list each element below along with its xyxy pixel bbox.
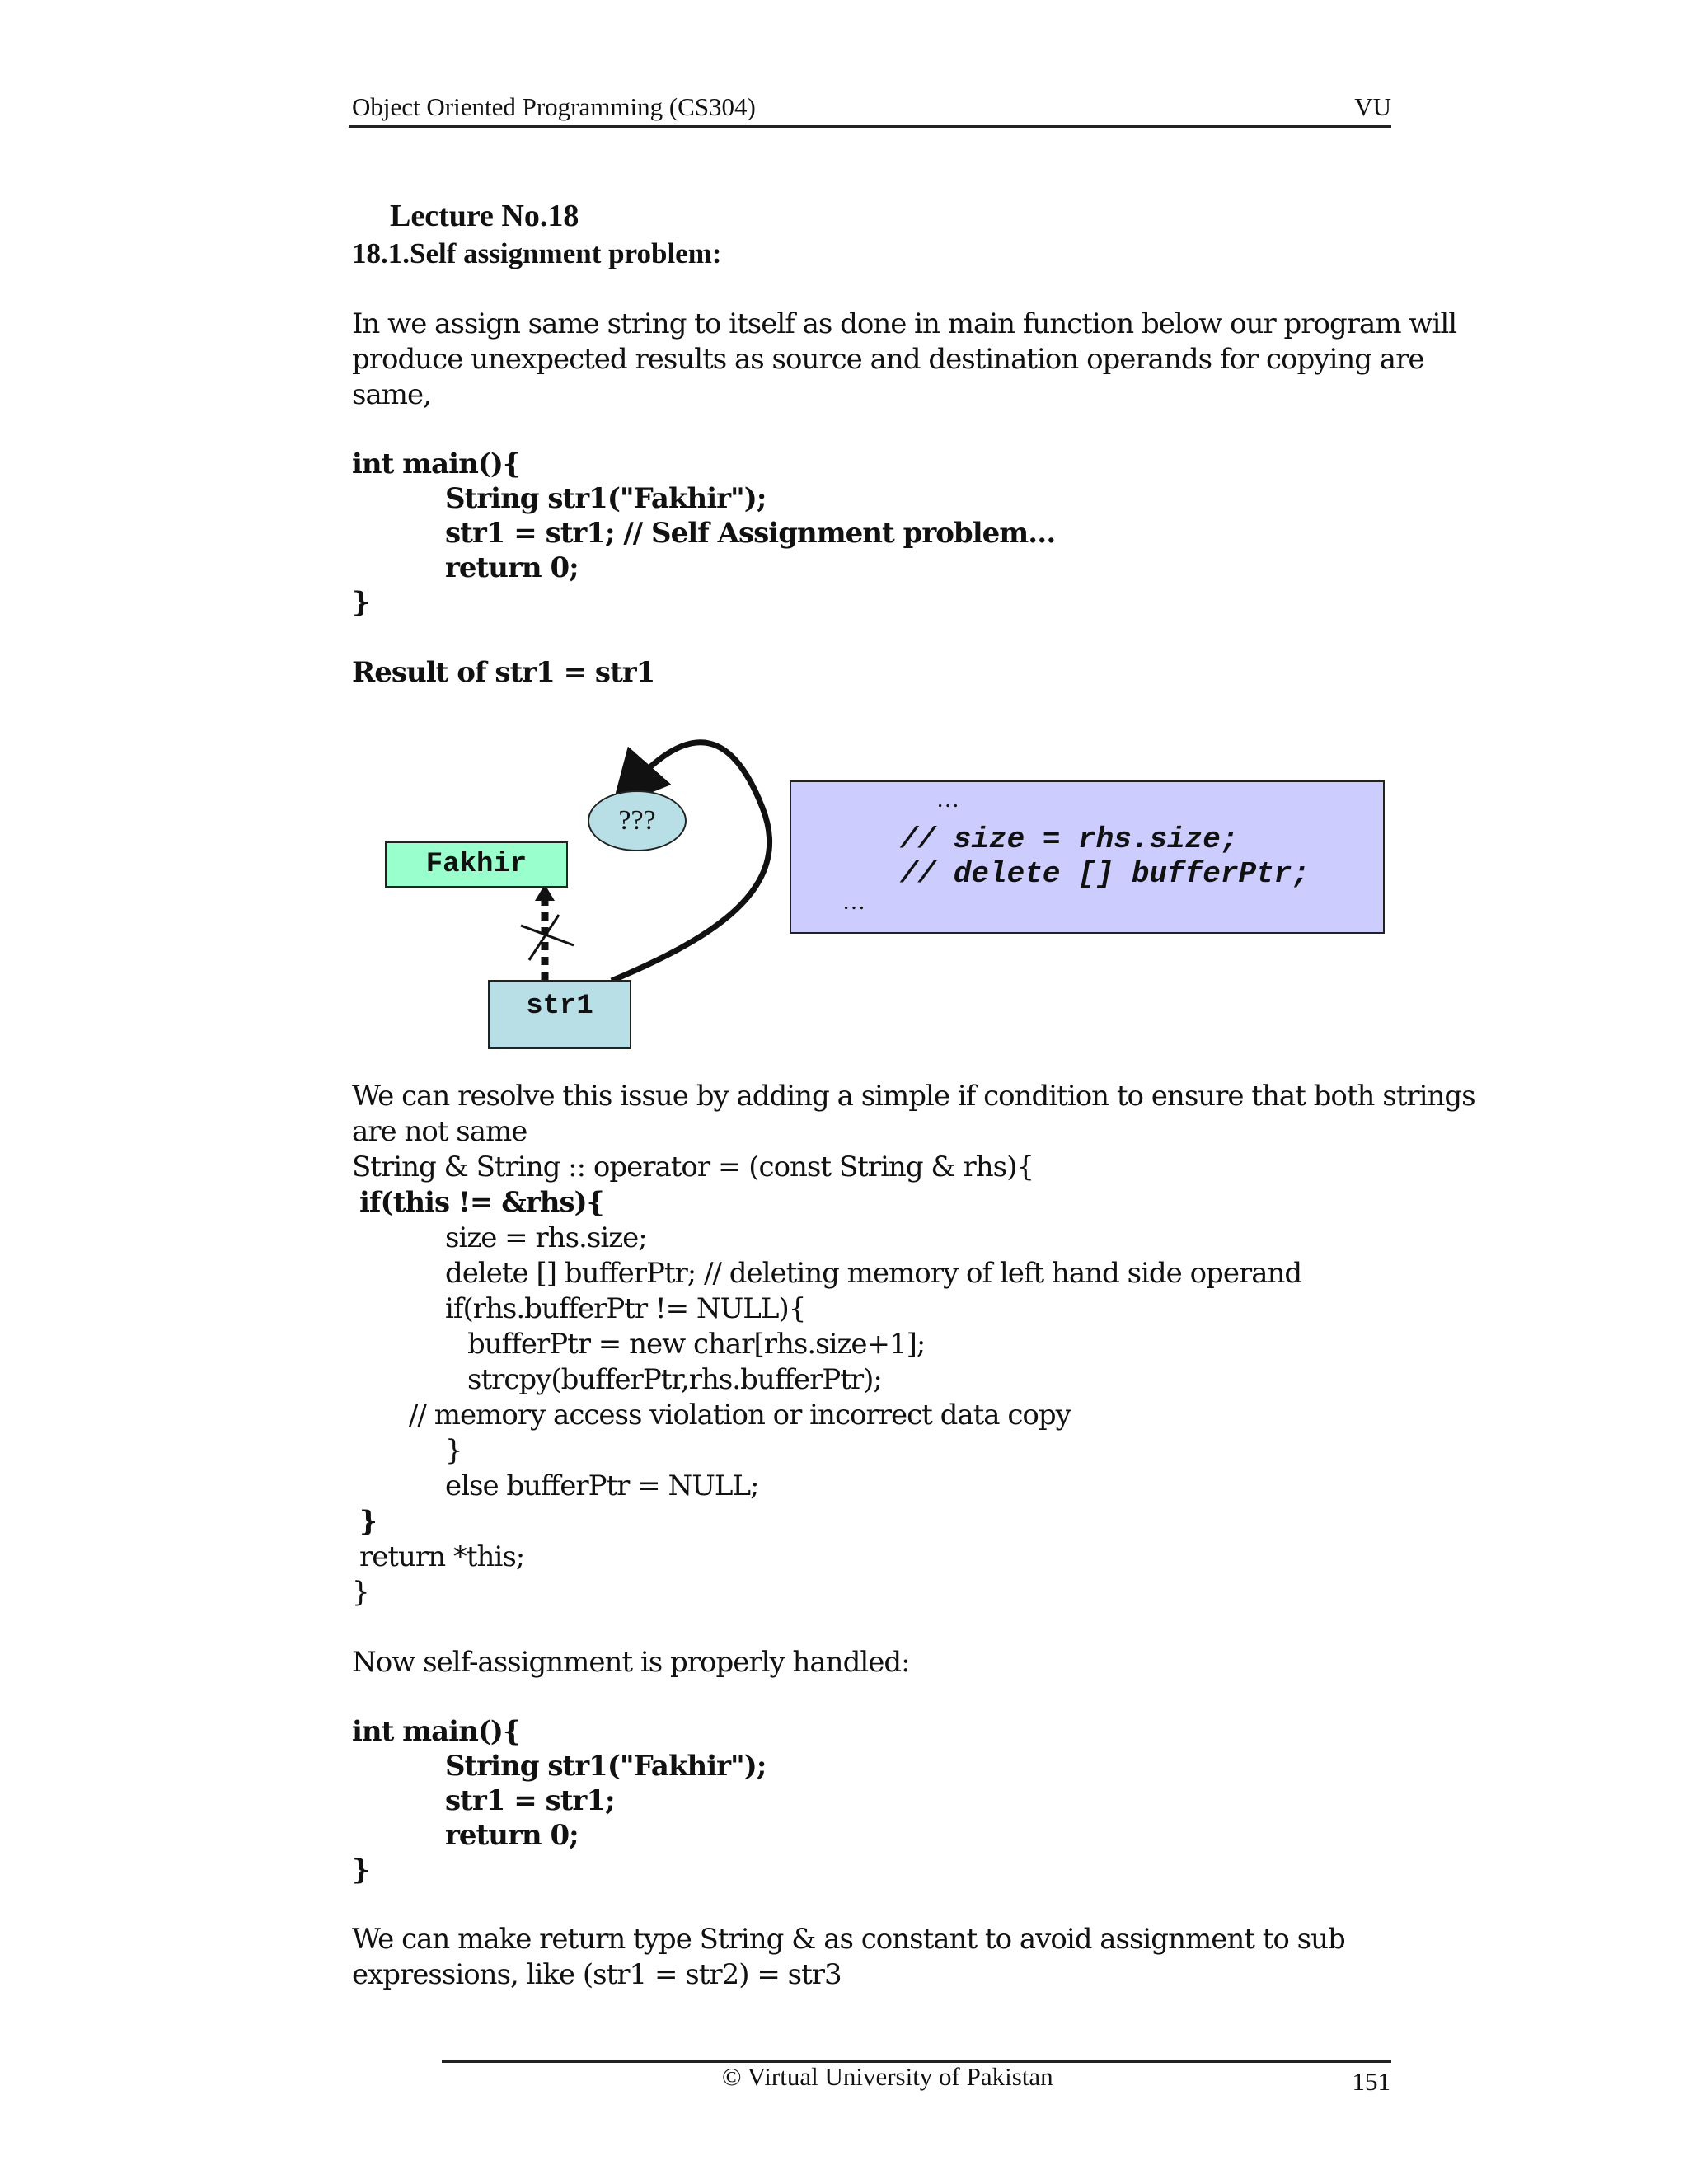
operator-line-6: bufferPtr = new char[rhs.size+1];: [467, 1328, 926, 1361]
main2-line-4: return 0;: [445, 1819, 579, 1852]
unknown-memory-ellipse: ???: [588, 790, 687, 851]
operator-line-9: }: [445, 1434, 462, 1467]
result-label: Result of str1 = str1: [352, 656, 655, 689]
closing-line-1: We can make return type String & as constant to avoid assignment to sub: [352, 1923, 1345, 1956]
operator-line-2: if(this != &rhs){: [359, 1186, 604, 1219]
main2-line-3: str1 = str1;: [445, 1784, 615, 1817]
header-course-title: Object Oriented Programming (CS304): [352, 92, 756, 121]
main2-line-1: int main(){: [352, 1715, 520, 1748]
resolve-line-2: are not same: [352, 1115, 528, 1148]
intro-line-2: produce unexpected results as source and destination operands for copying are: [352, 343, 1424, 376]
page-number: 151: [1352, 2067, 1390, 2096]
operator-line-3: size = rhs.size;: [445, 1221, 647, 1254]
footer-copyright: © Virtual University of Pakistan: [722, 2062, 1053, 2091]
intro-line-1: In we assign same string to itself as done in main function below our program will: [352, 307, 1457, 340]
code-ellipsis-top: …: [936, 787, 959, 813]
operator-line-10: else bufferPtr = NULL;: [445, 1469, 759, 1502]
code-line-size: // size = rhs.size;: [900, 823, 1239, 856]
operator-line-1: String & String :: operator = (const String & rhs){: [352, 1151, 1034, 1183]
operator-line-11: }: [359, 1505, 377, 1538]
header-rule: [349, 125, 1391, 128]
operator-line-12: return *this;: [359, 1540, 525, 1573]
code-ellipsis-bottom: …: [842, 889, 865, 915]
operator-line-5: if(rhs.bufferPtr != NULL){: [445, 1292, 806, 1325]
closing-line-2: expressions, like (str1 = str2) = str3: [352, 1958, 842, 1991]
code-snippet-box: [790, 780, 1385, 934]
main2-line-5: }: [352, 1854, 369, 1886]
operator-line-8: // memory access violation or incorrect data copy: [409, 1399, 1071, 1432]
operator-line-7: strcpy(bufferPtr,rhs.bufferPtr);: [467, 1363, 882, 1396]
main1-line-3: str1 = str1; // Self Assignment problem…: [445, 517, 1056, 550]
fakhir-box: Fakhir: [385, 841, 568, 888]
header-institution: VU: [1354, 92, 1391, 121]
resolve-line-1: We can resolve this issue by adding a simple if condition to ensure that both strings: [352, 1080, 1475, 1113]
main1-line-5: }: [352, 586, 369, 619]
self-assignment-diagram: [346, 725, 1401, 1071]
main1-line-2: String str1("Fakhir");: [445, 482, 767, 515]
intro-line-3: same,: [352, 378, 431, 411]
code-line-delete: // delete [] bufferPtr;: [900, 857, 1310, 891]
main2-line-2: String str1("Fakhir");: [445, 1750, 767, 1783]
lecture-title: Lecture No.18: [390, 199, 579, 233]
curved-arrow: [612, 743, 770, 981]
section-title: 18.1.Self assignment problem:: [352, 237, 722, 269]
operator-line-4: delete [] bufferPtr; // deleting memory of left hand side operand: [445, 1257, 1302, 1290]
handled-text: Now self-assignment is properly handled:: [352, 1646, 910, 1679]
main1-line-1: int main(){: [352, 448, 520, 480]
operator-line-13: }: [352, 1576, 369, 1609]
str1-box: str1: [488, 980, 631, 1049]
main1-line-4: return 0;: [445, 551, 579, 584]
